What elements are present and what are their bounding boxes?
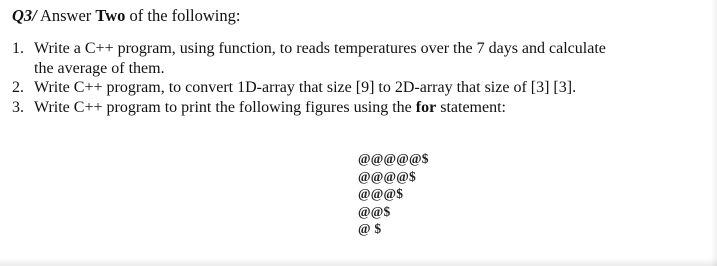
figure-row: @@@@$ [358,168,416,184]
item-text-before: Write C++ program to print the following figures using the [34,98,416,116]
list-item-line [34,98,702,118]
list-item-line: Write a C++ program, using function, to reads temperatures over the 7 days and calculate [34,40,606,57]
item-text-after: statement: [436,98,506,116]
list-item [12,78,702,98]
page-bottom-shadow [0,258,717,266]
symbol-figure [358,150,429,238]
list-item [12,98,702,118]
figure-row: @@@$ [358,186,404,201]
list-item-line: the average of them. [34,59,165,77]
question-number: Q3/ [12,6,37,25]
list-item-number: 2. [12,79,24,96]
heading-text-after: of the following: [125,6,241,25]
question-list [12,39,702,117]
heading-text-before: Answer [36,6,96,25]
figure-row: @@@@@$ [358,151,429,166]
figure-row: @ $ [358,221,382,236]
question-heading [12,6,240,26]
figure-row: @@$ [358,203,391,219]
list-item-number: 3. [12,98,24,116]
list-item-number: 1. [12,40,24,57]
page-right-shadow [711,0,717,266]
list-item-line: Write C++ program, to convert 1D-array that size [9] to 2D-array that size of [3] [3]. [34,79,577,96]
item-keyword: for [415,98,437,116]
heading-emphasis: Two [95,6,126,25]
list-item [12,39,702,78]
